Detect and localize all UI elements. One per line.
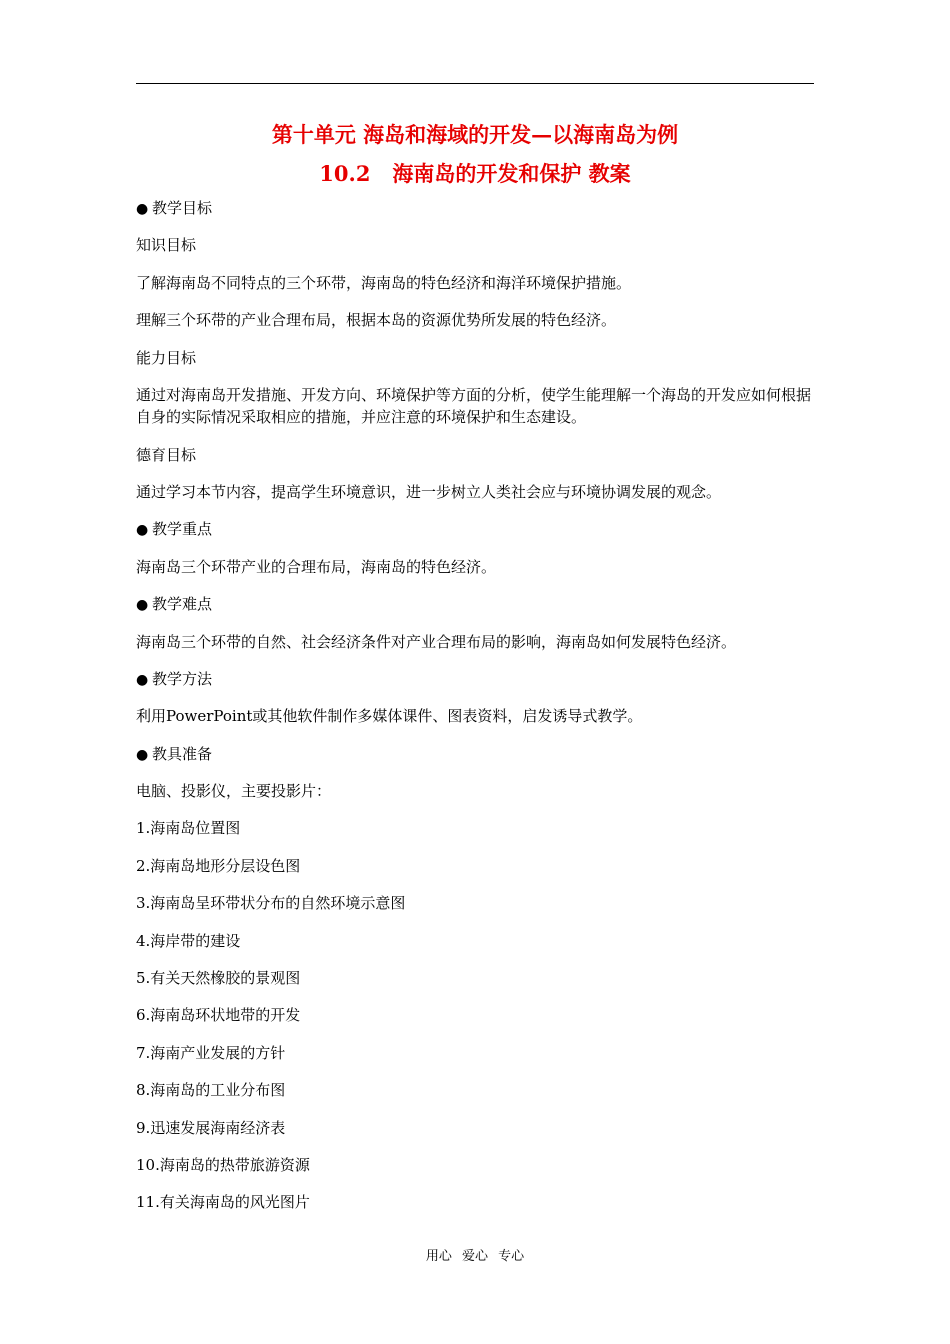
paragraph-tools: 电脑、投影仪，主要投影片： [136, 782, 332, 801]
subheading-moral: 德育目标 [136, 445, 197, 464]
lesson-title: 10.2 海南岛的开发和保护 教案 [319, 161, 631, 186]
list-item: 8.海南岛的工业分布图 [136, 1081, 286, 1100]
page-footer: 用心 爱心 专心 [425, 1249, 525, 1264]
bullet-icon: ● [136, 201, 149, 217]
section-heading-method: ● 教学方法 [136, 668, 816, 705]
section-heading-key: ● 教学重点 [136, 518, 816, 555]
paragraph-knowledge-2: 理解三个环带的产业合理布局，根据本岛的资源优势所发展的特色经济。 [136, 311, 617, 330]
list-item: 4.海岸带的建设 [136, 931, 241, 950]
paragraph-moral: 通过学习本节内容，提高学生环境意识，进一步树立人类社会应与环境协调发展的观念。 [136, 482, 722, 501]
list-item: 2.海南岛地形分层设色图 [136, 856, 301, 875]
subheading-ability: 能力目标 [136, 348, 197, 367]
paragraph-key: 海南岛三个环带产业的合理布局，海南岛的特色经济。 [136, 557, 497, 576]
list-item: 1.海南岛位置图 [136, 819, 241, 838]
paragraph-method: 利用PowerPoint或其他软件制作多媒体课件、图表资料，启发诱导式教学。 [136, 707, 643, 726]
list-item: 5.有关天然橡胶的景观图 [136, 969, 301, 988]
bullet-icon: ● [136, 522, 149, 539]
document-body [136, 197, 816, 1229]
list-item: 10.海南岛的热带旅游资源 [136, 1155, 310, 1174]
header-rule [136, 83, 814, 84]
section-heading-difficult: ● 教学难点 [136, 593, 816, 630]
bullet-icon: ● [136, 746, 149, 763]
list-item: 6.海南岛环状地带的开发 [136, 1006, 301, 1025]
paragraph-knowledge-1: 了解海南岛不同特点的三个环带，海南岛的特色经济和海洋环境保护措施。 [136, 273, 632, 292]
section-heading-tools: ● 教具准备 [136, 743, 816, 780]
bullet-icon: ● [136, 671, 149, 688]
paragraph-difficult: 海南岛三个环带的自然、社会经济条件对产业合理布局的影响，海南岛如何发展特色经济。 [136, 632, 737, 651]
section-heading-goals: ● 教学目标 [136, 197, 816, 234]
list-item: 7.海南产业发展的方针 [136, 1043, 286, 1062]
bullet-icon: ● [136, 597, 149, 614]
unit-title: 第十单元 海岛和海域的开发—以海南岛为例 [271, 122, 679, 147]
list-item: 9.迅速发展海南经济表 [136, 1118, 286, 1137]
paragraph-ability: 通过对海南岛开发措施、开发方向、环境保护等方面的分析，使学生能理解一个海岛的开发应如何根据自身的实际情况采取相应的措施，并应注意的环境保护和生态建设。 [136, 385, 812, 426]
subheading-knowledge: 知识目标 [136, 236, 197, 255]
list-item: 11.有关海南岛的风光图片 [136, 1193, 310, 1212]
list-item: 3.海南岛呈环带状分布的自然环境示意图 [136, 894, 406, 913]
